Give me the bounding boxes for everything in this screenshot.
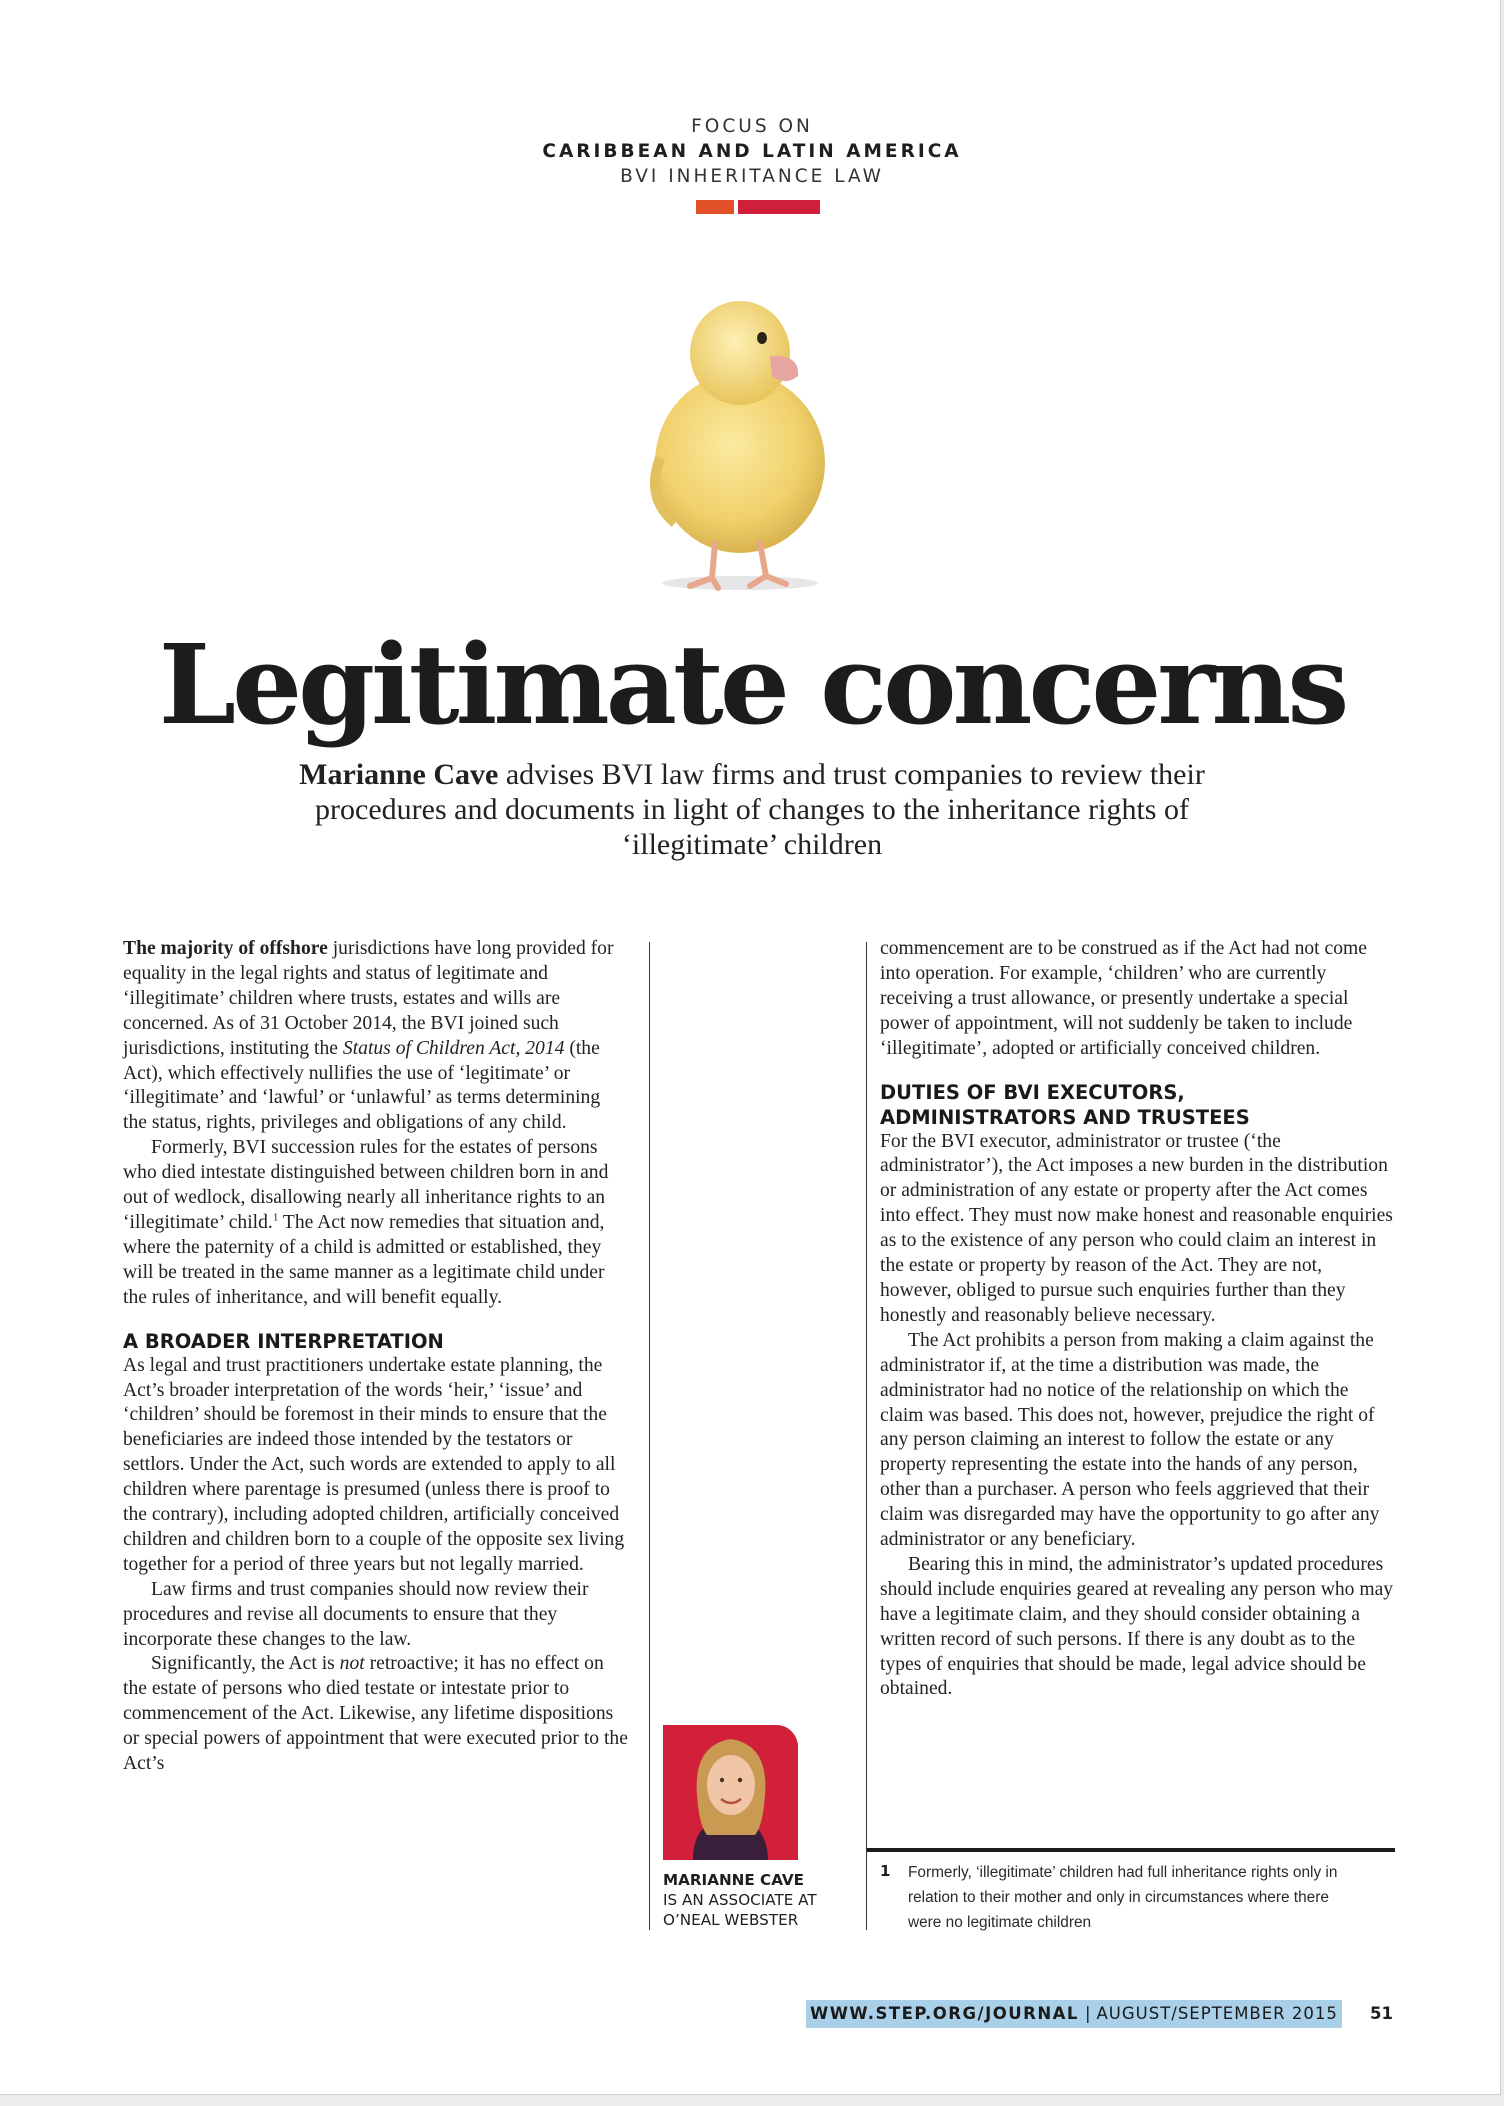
act-title: Status of Children Act, 2014 (342, 1037, 565, 1059)
standfirst (252, 757, 1252, 862)
column-divider-left (649, 942, 650, 1930)
portrait-face (707, 1755, 755, 1815)
portrait-eye (720, 1778, 724, 1782)
issue-date: AUGUST/SEPTEMBER 2015 (1096, 2004, 1338, 2023)
subheading-duties: DUTIES OF BVI EXECUTORS, ADMINISTRATORS AND TRUSTEES (880, 1080, 1250, 1129)
journal-link[interactable]: WWW.STEP.ORG/JOURNAL (810, 2004, 1079, 2023)
duck-shadow (662, 576, 818, 590)
footnote-number: 1 (880, 1862, 891, 1880)
paragraph: The majority of offshore jurisdictions have long provided for equality in the legal rights and status of legitimate and ‘illegitimate’ children where trusts, estates and wills are concerned. As of 31 October 2014, the BVI joined such jurisdictions, instituting the Status of Children Act, 2014 (the Act), which effectively nullifies the use of ‘legitimate’ or ‘illegitimate’ and ‘lawful’ or ‘unlawful’ as terms determining the status, rights, privileges and obligations of any child. (123, 938, 614, 1134)
page-footer (806, 2000, 1342, 2028)
footnote-text: Formerly, ‘illegitimate’ children had full inheritance rights only in relation to their mother and only in circumstances where there were no legitimate children (908, 1864, 1338, 1931)
paragraph: Law firms and trust companies should now review their procedures and revise all documents to ensure that they incorporate these changes to the law. (123, 1578, 589, 1650)
paragraph: Formerly, BVI succession rules for the estates of persons who died intestate distinguished between children born in and out of wedlock, disallowing nearly all inheritance rights to an ‘illegitimate’ child.$^1$ The Act now remedies that situation and, where the paternity of a child is admitted or established, they will be treated in the same manner as a legitimate child under the rules of inheritance, and will benefit equally. (123, 1137, 609, 1308)
duckling-image (590, 258, 930, 618)
footnote-rule (867, 1848, 1395, 1852)
author-role: IS AN ASSOCIATE AT (663, 1891, 817, 1909)
paragraph: As legal and trust practitioners undertake estate planning, the Act’s broader interpretation of the words ‘heir,’ ‘issue’ and ‘children’ should be foremost in their minds to ensure that the beneficiaries are indeed those intended by the testators or settlors. Under the Act, such words are extended to apply to all children where parentage is presumed (unless there is proof to the contrary), including adopted children, artificially conceived children and children born to a couple of the opposite sex living together for a period of three years but not legally married. (123, 1354, 625, 1575)
section-kicker: FOCUS ON (691, 116, 813, 137)
standfirst-text: advises BVI law firms and trust companies to review their procedures and documents in light of changes to the inheritance rights of ‘illegitimate’ children (315, 758, 1205, 861)
standfirst-author: Marianne Cave (299, 758, 499, 791)
paragraph: Bearing this in mind, the administrator’s updated procedures should include enquiries geared at revealing any person who may have a legitimate claim, and they should consider obtaining a written record of such persons. If there is any doubt as to the types of enquiries that should be made, legal advice should be obtained. (880, 1553, 1394, 1700)
section-region: CARIBBEAN AND LATIN AMERICA (542, 141, 962, 162)
paragraph: For the BVI executor, administrator or trustee (‘the administrator’), the Act imposes a new burden in the distribution or administration of any estate or property after the Act comes into effect. They must now make honest and reasonable enquiries as to the existence of any person who could claim an interest in the estate or property by reason of the Act. They are not, however, obliged to pursue such enquiries further than they honestly and reasonably believe necessary. (880, 1130, 1393, 1326)
duck-head (690, 301, 790, 405)
accent-bar-red (738, 200, 820, 214)
page-number: 51 (1370, 2004, 1393, 2023)
accent-bar-orange (696, 200, 734, 214)
portrait-eye (738, 1778, 742, 1782)
paragraph: Significantly, the Act is not retroactive; it has no effect on the estate of persons who died testate or intestate prior to commencement of the Act. Likewise, any lifetime dispositions or special powers of appointment that were executed prior to the Act’s (123, 1653, 628, 1775)
footnote-ref[interactable]: 1 (272, 1211, 279, 1224)
duck-beak (770, 356, 798, 381)
lead-in: The majority of offshore (123, 938, 328, 959)
duck-eye (757, 332, 767, 344)
author-portrait (663, 1725, 798, 1860)
emphasis: not (339, 1653, 365, 1675)
column-divider-right (866, 942, 867, 1930)
paragraph: The Act prohibits a person from making a claim against the administrator if, at the time a distribution was made, the administrator had no notice of the relationship on which the claim was based. This does not, however, prejudice the right of any person claiming an interest to follow the estate or any property representing the estate into the hands of any person, other than a purchaser. A person who feels aggrieved that their claim was disregarded may have the opportunity to go after any administrator or any beneficiary. (880, 1329, 1380, 1551)
section-topic: BVI INHERITANCE LAW (620, 166, 884, 187)
portrait-illustration (663, 1725, 798, 1860)
paragraph: commencement are to be construed as if the Act had not come into operation. For example, ‘children’ who are currently receiving a trust allowance, or presently undertake a special power of appointment, will not suddenly be taken to include ‘illegitimate’, adopted or artificially conceived children. (880, 938, 1367, 1059)
author-bio (663, 1870, 858, 1930)
headline: Legitimate concerns (158, 620, 1346, 749)
subheading-broader-interpretation: A BROADER INTERPRETATION (123, 1329, 444, 1353)
article-column-left (123, 937, 628, 1777)
author-name: MARIANNE CAVE (663, 1871, 805, 1889)
article-column-right (880, 937, 1396, 1702)
author-firm: O’NEAL WEBSTER (663, 1911, 799, 1929)
footer-separator: | (1084, 2004, 1091, 2023)
